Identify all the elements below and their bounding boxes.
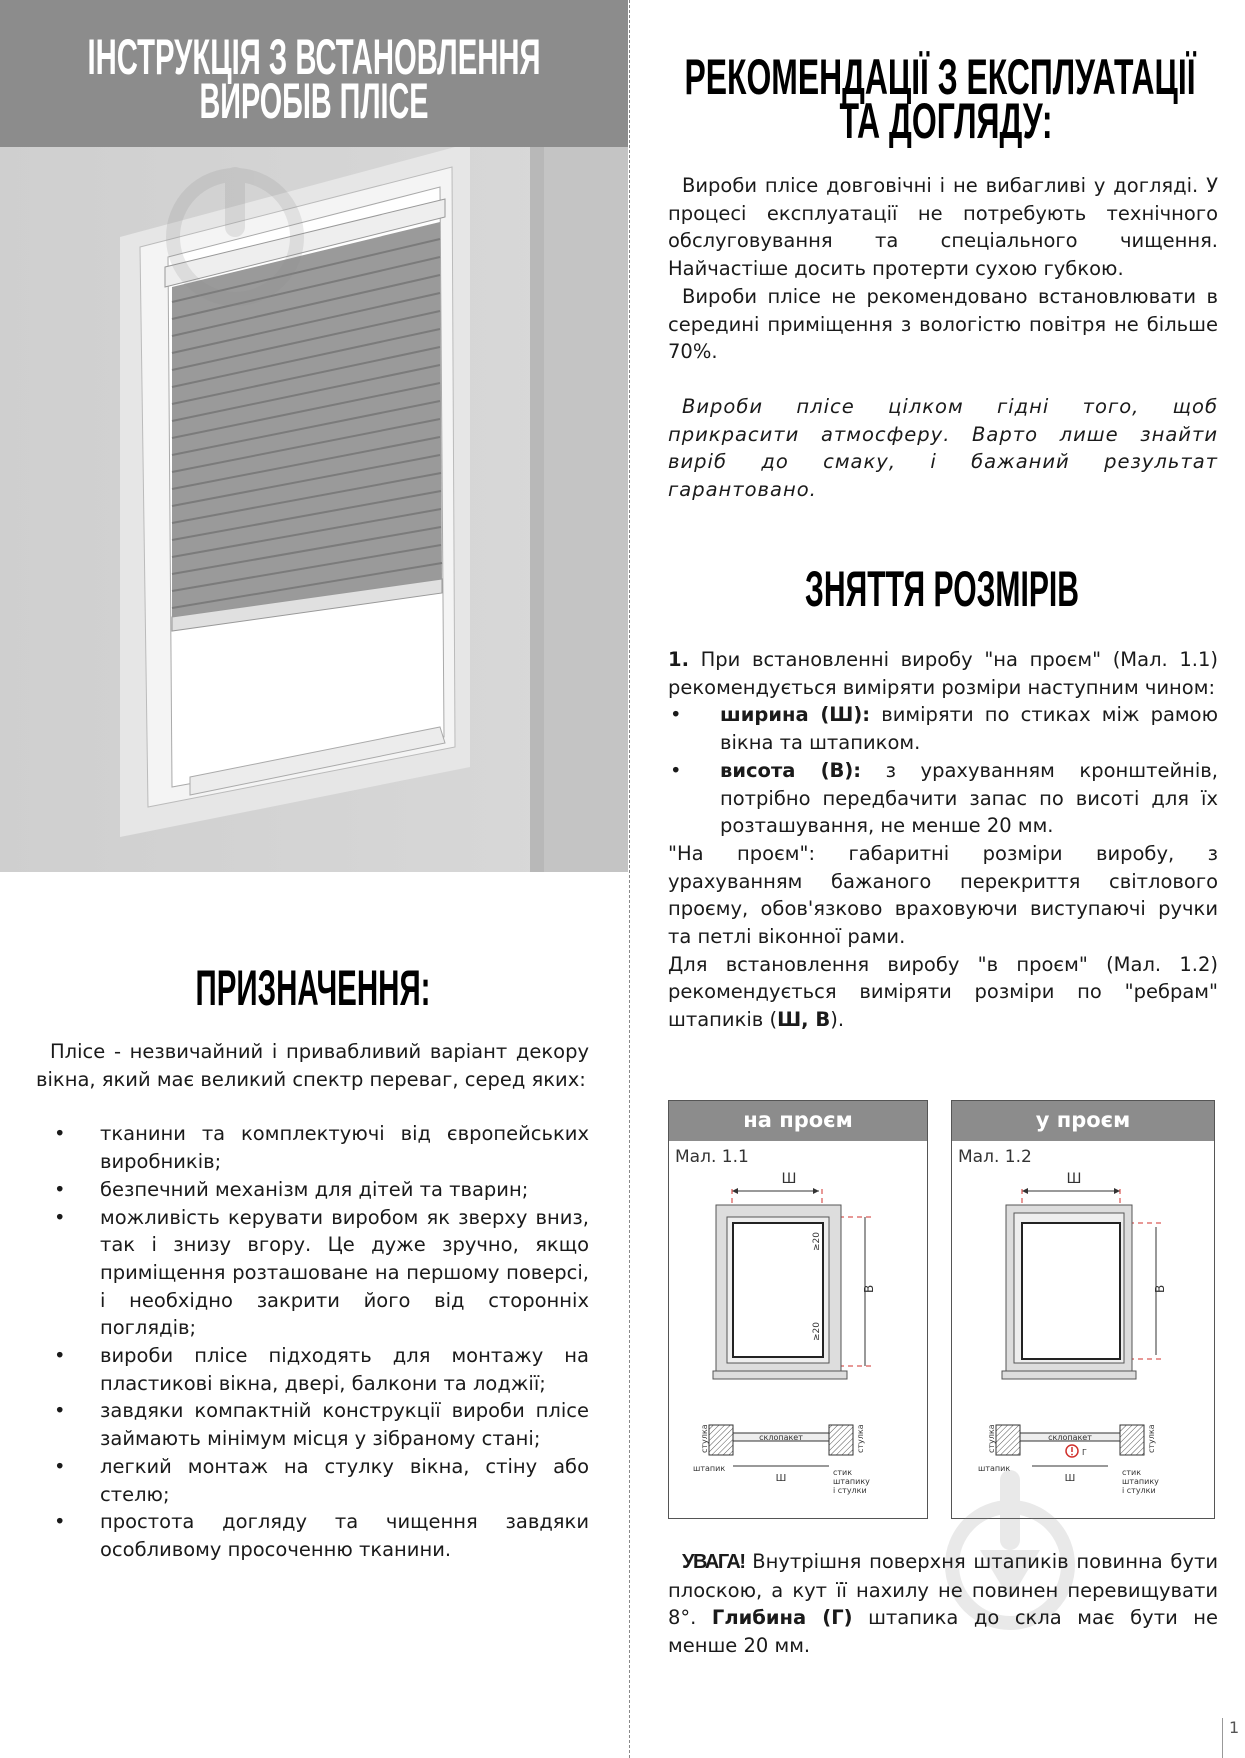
benefit-item: • тканини та комплектуючі від європейських виробників; — [54, 1120, 589, 1175]
benefits-list — [54, 1120, 589, 1563]
height-label: В — [862, 1284, 876, 1293]
benefit-item: • безпечний механізм для дітей та тварин; — [54, 1176, 589, 1204]
joint-label: штапику — [833, 1477, 870, 1486]
purpose-heading-wrap — [0, 955, 628, 1015]
figure-on-opening — [668, 1100, 928, 1519]
joint-label: стик — [1122, 1468, 1142, 1477]
figure-caption: Мал. 1.1 — [675, 1147, 749, 1167]
purpose-section — [36, 1038, 589, 1564]
figure-title: у проєм — [952, 1101, 1214, 1141]
warning-label: УВАГА! — [682, 1551, 745, 1573]
measure-heading-wrap — [640, 556, 1240, 616]
purpose-intro: Плісе - незвичайний і привабливий варіант декору вікна, який має великий спектр переваг, серед яких: — [36, 1040, 589, 1091]
joint-label: штапику — [1122, 1477, 1159, 1486]
warning-icon — [1066, 1445, 1078, 1457]
gap-top-label: ≥20 — [812, 1232, 822, 1251]
care-paragraph-3: Вироби плісе цілком гідні того, щоб прикрасити атмосферу. Варто лише знайти виріб до смаку, і бажаний результат гарантовано. — [668, 394, 1218, 502]
purpose-heading: ПРИЗНАЧЕННЯ: — [195, 960, 431, 1016]
in-opening-text: Для встановлення виробу "в проєм" (Мал. 1.2) рекомендується виміряти розміри по "ребрам" штапиків (Ш, В). — [668, 952, 1218, 1032]
column-divider — [629, 0, 630, 1758]
care-paragraph-2: Вироби плісе не рекомендовано встановлювати в середині приміщення з вологістю повітря не більше 70%. — [668, 284, 1218, 364]
care-paragraph-1: Вироби плісе довговічні і не вибагливі у догляді. У процесі експлуатації не потребують технічного обслуговування та спеціального чищення. Найчастіше досить протерти сухою губкою. — [668, 174, 1218, 281]
height-label: В — [1153, 1284, 1167, 1293]
benefit-item: • легкий монтаж на стулку вікна, стіну або стелю; — [54, 1453, 589, 1508]
measure-heading: ЗНЯТТЯ РОЗМІРІВ — [805, 561, 1079, 617]
sash-right-label: стулка — [1147, 1424, 1156, 1453]
benefit-item: • можливість керувати виробом як зверху вниз, так і знизу вгору. Це дуже зручно, якщо приміщення розташоване на першому поверсі, і необхідно закрити його від сторонніх поглядів; — [54, 1204, 589, 1343]
width-label: Ш — [1066, 1171, 1082, 1187]
width-item: • ширина (Ш): виміряти по стиках між рамою вікна та штапиком. — [670, 701, 1218, 756]
sash-right-label: стулка — [856, 1424, 865, 1453]
sash-left-label: стулка — [700, 1424, 709, 1453]
section-width-label: Ш — [1064, 1473, 1076, 1484]
step-number: 1. — [668, 648, 689, 671]
care-heading-line2: ТА ДОГЛЯДУ: — [839, 93, 1053, 149]
window-diagram-1 — [669, 1141, 927, 1518]
measure-intro: При встановленні виробу "на проєм" (Мал. 1.1) рекомендується виміряти розміри наступним чином: — [668, 648, 1218, 699]
joint-label: і стулки — [833, 1486, 867, 1495]
page-number: 1 — [1222, 1718, 1239, 1758]
gap-bottom-label: ≥20 — [812, 1322, 822, 1341]
joint-label: стик — [833, 1468, 853, 1477]
bead-label: штапик — [978, 1464, 1011, 1473]
section-width-label: Ш — [775, 1473, 787, 1484]
warning-section: УВАГА! Внутрішня поверхня штапиків повинна бути плоскою, а кут її нахилу не повинен перевищувати 8°. Глибина (Г) штапика до скла має бути не менше 20 мм. — [668, 1550, 1219, 1658]
measure-section — [668, 646, 1218, 1034]
care-heading-line1: РЕКОМЕНДАЦІЇ З ЕКСПЛУАТАЦІЇ — [684, 49, 1197, 105]
depth-label: Г — [1082, 1448, 1087, 1457]
bead-label: штапик — [693, 1464, 726, 1473]
figure-title: на проєм — [669, 1101, 927, 1141]
header-title-line2-wrap — [0, 68, 628, 128]
care-heading-line2-wrap — [640, 88, 1240, 148]
header-banner — [0, 0, 628, 147]
height-item: • висота (В): з урахуванням кронштейнів, потрібно передбачити запас по висоті для їх розташування, не менше 20 мм. — [670, 757, 1218, 840]
pleated-blind-photo — [0, 147, 628, 872]
header-title-line2: ВИРОБІВ ПЛІСЕ — [199, 73, 429, 129]
glass-label: склопакет — [1048, 1433, 1092, 1442]
glass-label: склопакет — [759, 1433, 803, 1442]
benefit-item: • завдяки компактній конструкції вироби плісе займають мінімум місця у зібраному стані; — [54, 1397, 589, 1452]
header-title-line1: ІНСТРУКЦІЯ З ВСТАНОВЛЕННЯ — [87, 29, 541, 85]
care-section — [668, 172, 1218, 504]
joint-label: і стулки — [1122, 1486, 1156, 1495]
on-opening-text: "На проєм": габаритні розміри виробу, з урахуванням бажаного перекриття світлового проєму, обов'язково враховуючи виступаючі ручки та петлі віконної рами. — [668, 841, 1218, 949]
figure-caption: Мал. 1.2 — [958, 1147, 1032, 1167]
benefit-item: • вироби плісе підходять для монтажу на пластикові вікна, двері, балкони та лоджії; — [54, 1342, 589, 1397]
figure-in-opening — [951, 1100, 1215, 1519]
window-diagram-2 — [952, 1141, 1214, 1518]
benefit-item: • простота догляду та чищення завдяки особливому просоченню тканини. — [54, 1508, 589, 1563]
width-label: Ш — [781, 1171, 797, 1187]
sash-left-label: стулка — [987, 1424, 996, 1453]
